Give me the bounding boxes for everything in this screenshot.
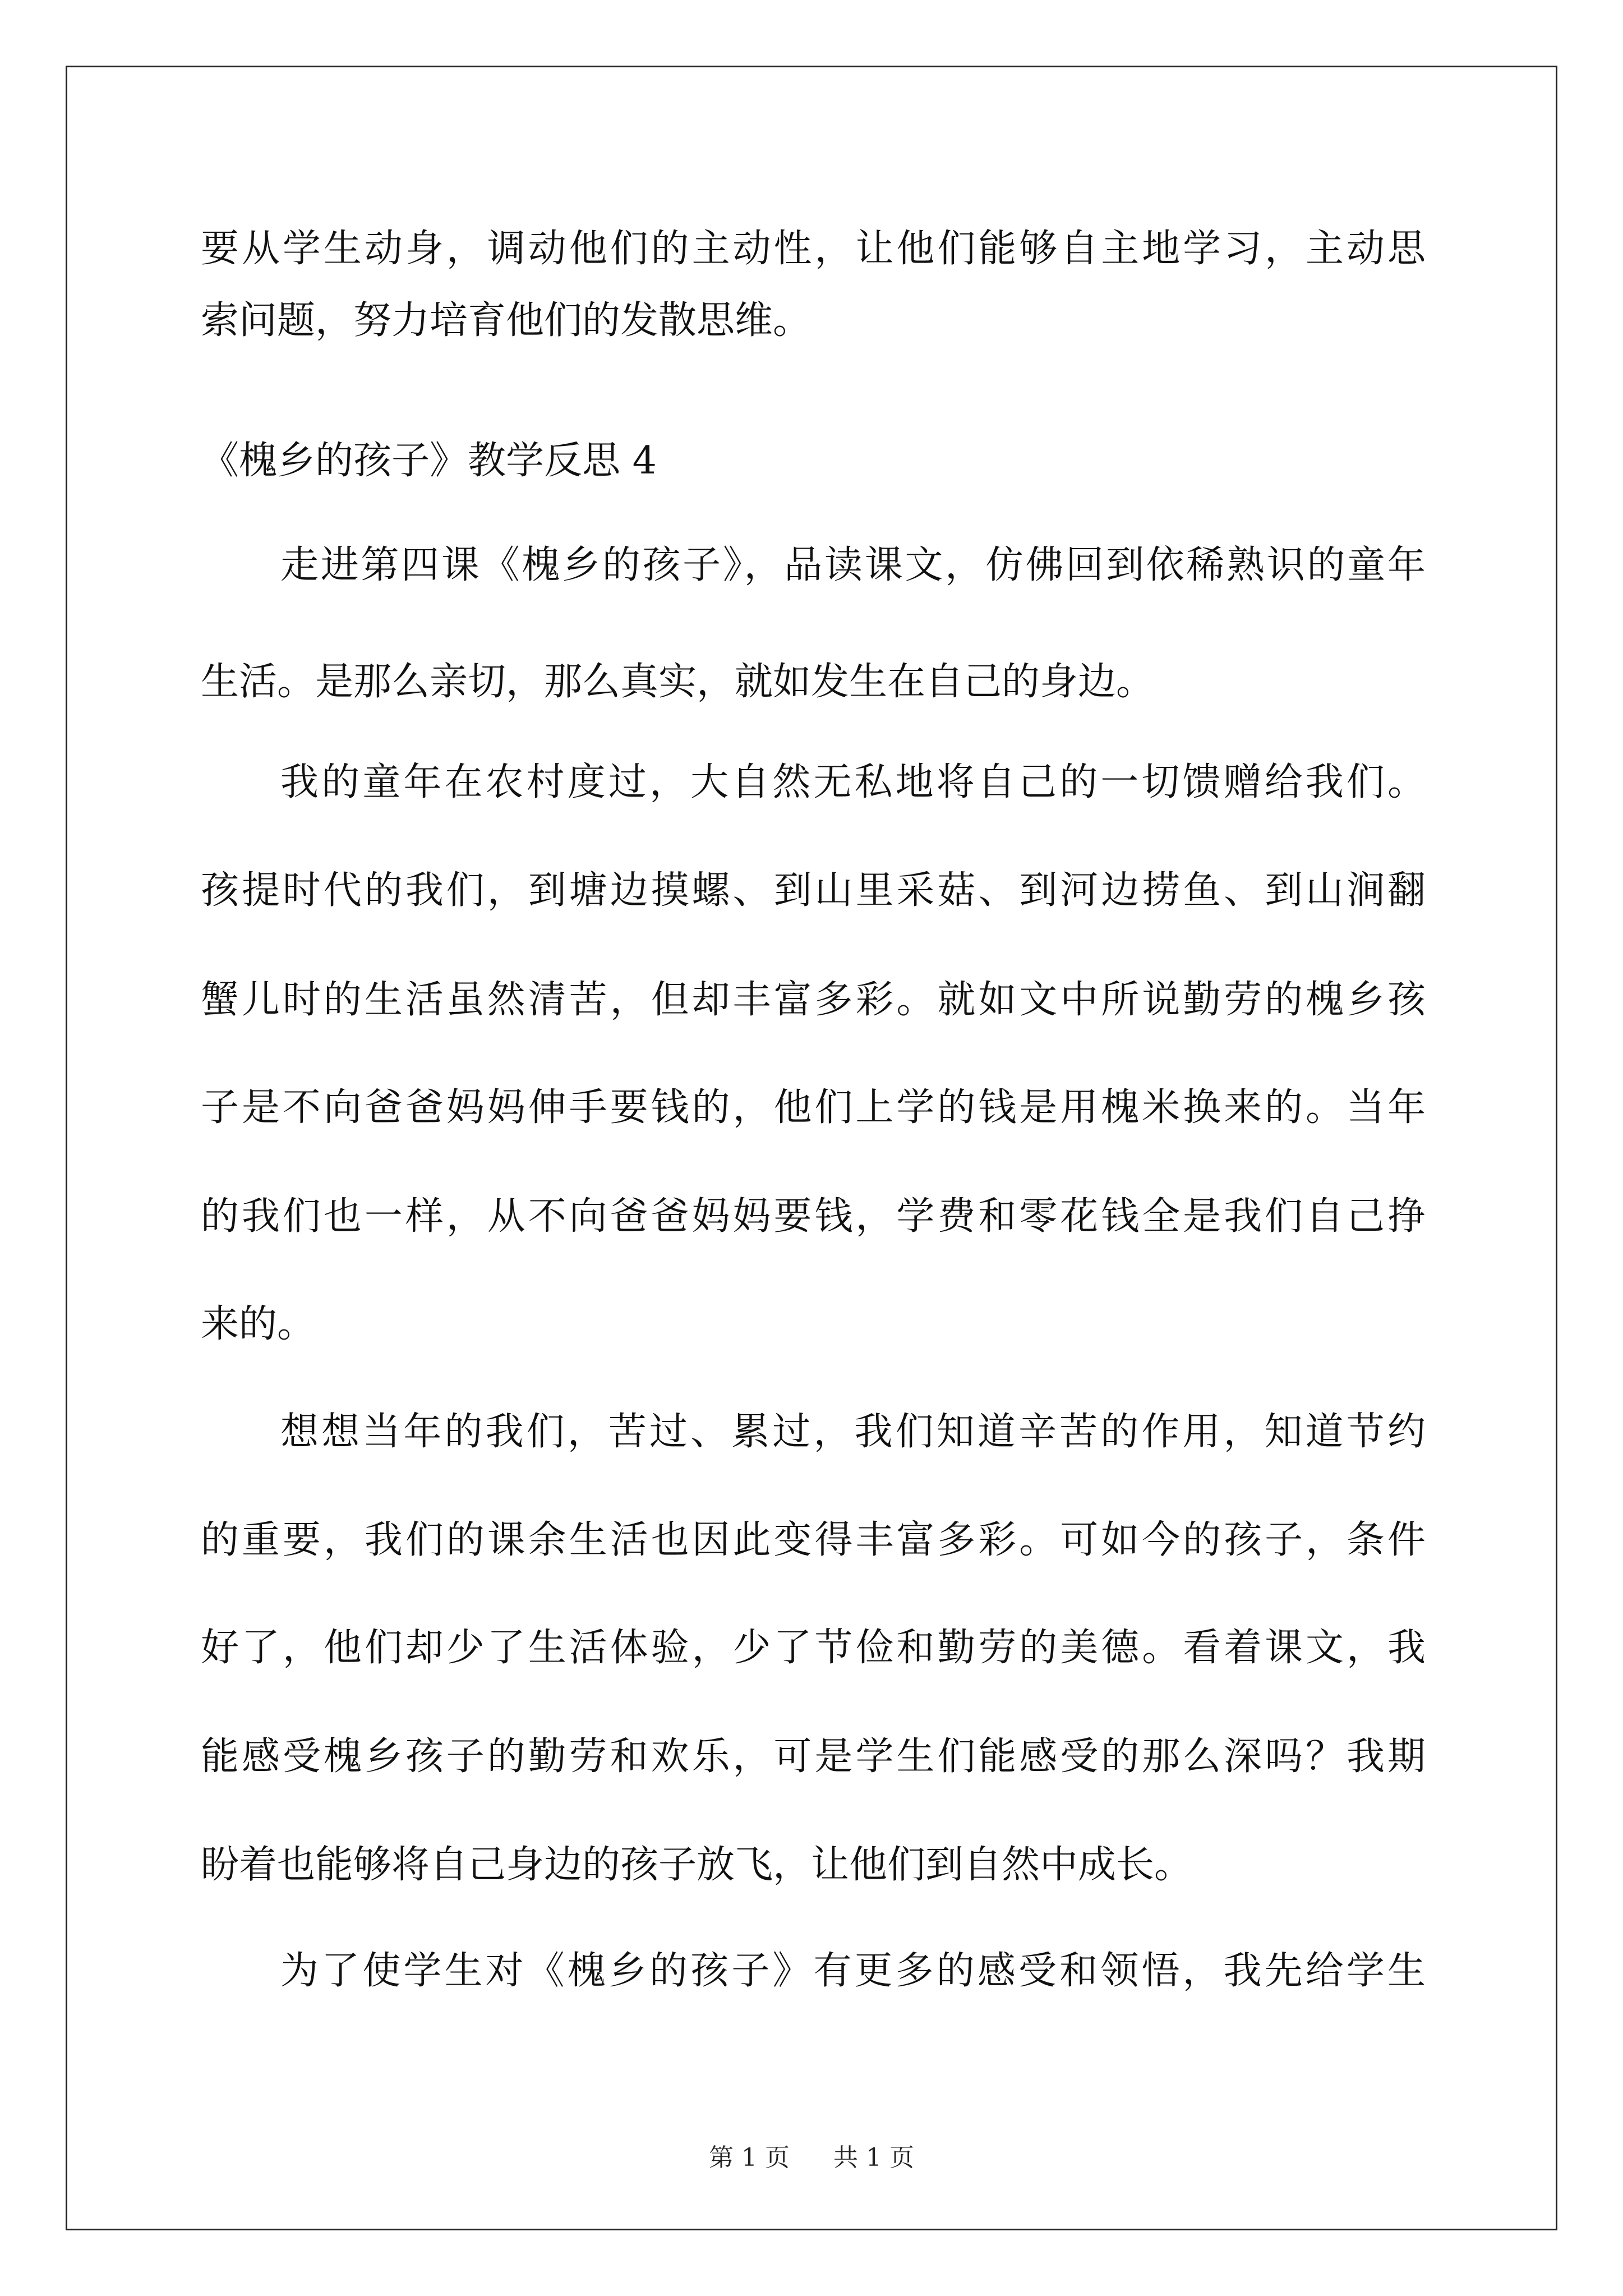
text-line: 能感受槐乡孩子的勤劳和欢乐，可是学生们能感受的那么深吗？我期 [201,1734,1426,1779]
text-line: 来的。 [201,1302,316,1346]
text-line: 索问题，努力培育他们的发散思维。 [201,298,811,343]
page-number: 第 1 页 [709,2143,790,2172]
text-line: 的重要，我们的课余生活也因此变得丰富多彩。可如今的孩子，条件 [201,1518,1426,1562]
text-line: 要从学生动身，调动他们的主动性，让他们能够自主地学习，主动思 [201,227,1426,271]
text-line: 好了，他们却少了生活体验，少了节俭和勤劳的美德。看着课文，我 [201,1626,1426,1670]
page-total: 共 1 页 [833,2143,914,2172]
text-line: 孩提时代的我们，到塘边摸螺、到山里采菇、到河边捞鱼、到山涧翻 [201,868,1426,913]
text-line: 盼着也能够将自己身边的孩子放飞，让他们到自然中成长。 [201,1843,1193,1887]
text-line: 想想当年的我们，苦过、累过，我们知道辛苦的作用，知道节约 [280,1410,1426,1454]
text-line: 蟹儿时的生活虽然清苦，但却丰富多彩。就如文中所说勤劳的槐乡孩 [201,978,1426,1022]
section-heading: 《槐乡的孩子》教学反思 4 [201,439,657,483]
text-line: 子是不向爸爸妈妈伸手要钱的，他们上学的钱是用槐米换来的。当年 [201,1085,1426,1130]
text-line: 为了使学生对《槐乡的孩子》有更多的感受和领悟，我先给学生 [280,1949,1426,1993]
text-line: 生活。是那么亲切，那么真实，就如发生在自己的身边。 [201,660,1155,704]
page-border [66,66,1557,2230]
text-line: 走进第四课《槐乡的孩子》，品读课文，仿佛回到依稀熟识的童年 [280,543,1426,587]
page-footer [0,2144,1623,2172]
text-line: 的我们也一样，从不向爸爸妈妈要钱，学费和零花钱全是我们自己挣 [201,1194,1426,1239]
text-line: 我的童年在农村度过，大自然无私地将自己的一切馈赠给我们。 [280,760,1426,804]
